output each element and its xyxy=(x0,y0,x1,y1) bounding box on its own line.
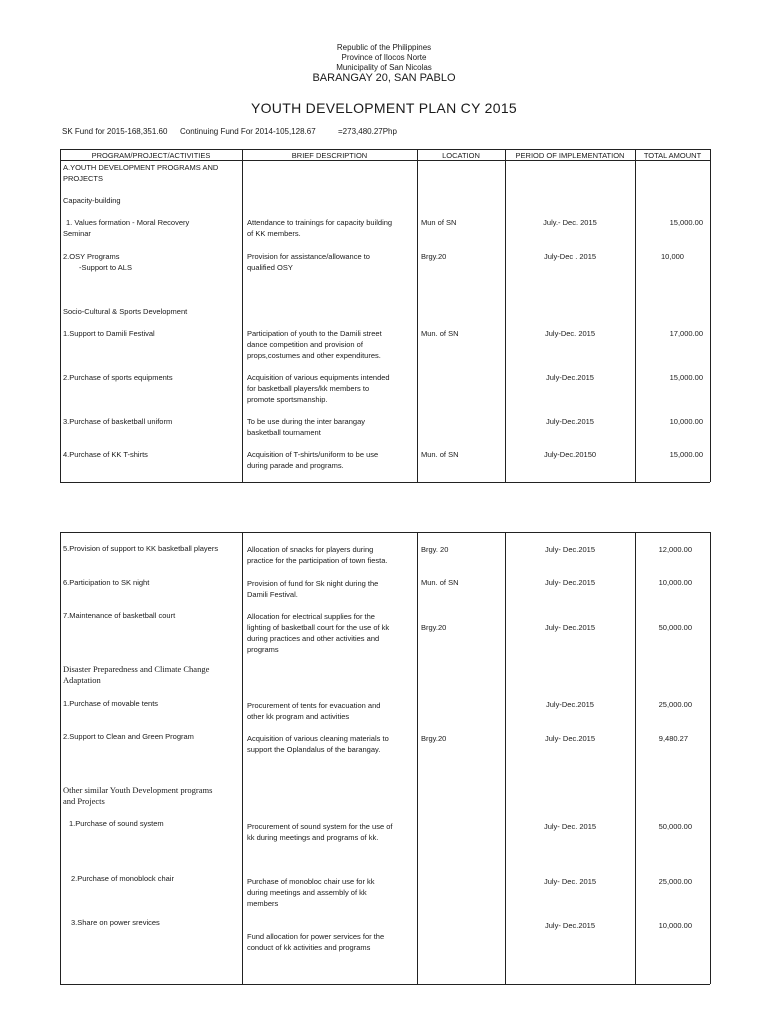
municipality-line: Municipality of San Nicolas xyxy=(336,63,432,72)
continuing-fund: Continuing Fund For 2014-105,128.67 xyxy=(180,127,316,136)
sk-fund: SK Fund for 2015-168,351.60 xyxy=(62,127,168,136)
section-youth-programs-line1: A.YOUTH DEVELOPMENT PROGRAMS AND xyxy=(63,163,219,172)
document-title: YOUTH DEVELOPMENT PLAN CY 2015 xyxy=(250,100,518,116)
subsection-disaster-line2: Adaptation xyxy=(63,675,101,685)
col-header-period: PERIOD OF IMPLEMENTATION xyxy=(515,151,625,160)
subsection-other-line1: Other similar Youth Development programs xyxy=(63,785,213,795)
province-line: Province of Ilocos Norte xyxy=(341,53,427,62)
col-header-amount: TOTAL AMOUNT xyxy=(643,151,702,160)
republic-line: Republic of the Philippines xyxy=(336,43,432,52)
subsection-capacity-building: Capacity-building xyxy=(63,196,121,205)
col-header-program: PROGRAM/PROJECT/ACTIVITIES xyxy=(91,151,211,160)
barangay-heading: BARANGAY 20, SAN PABLO xyxy=(312,72,456,84)
col-header-description: BRIEF DESCRIPTION xyxy=(291,151,368,160)
col-header-location: LOCATION xyxy=(442,151,480,160)
fund-total: =273,480.27Php xyxy=(338,127,397,136)
subsection-other-line2: and Projects xyxy=(63,796,105,806)
section-youth-programs-line2: PROJECTS xyxy=(63,174,104,183)
subsection-socio-cultural: Socio-Cultural & Sports Development xyxy=(63,307,188,316)
subsection-disaster-line1: Disaster Preparedness and Climate Change xyxy=(63,664,210,674)
